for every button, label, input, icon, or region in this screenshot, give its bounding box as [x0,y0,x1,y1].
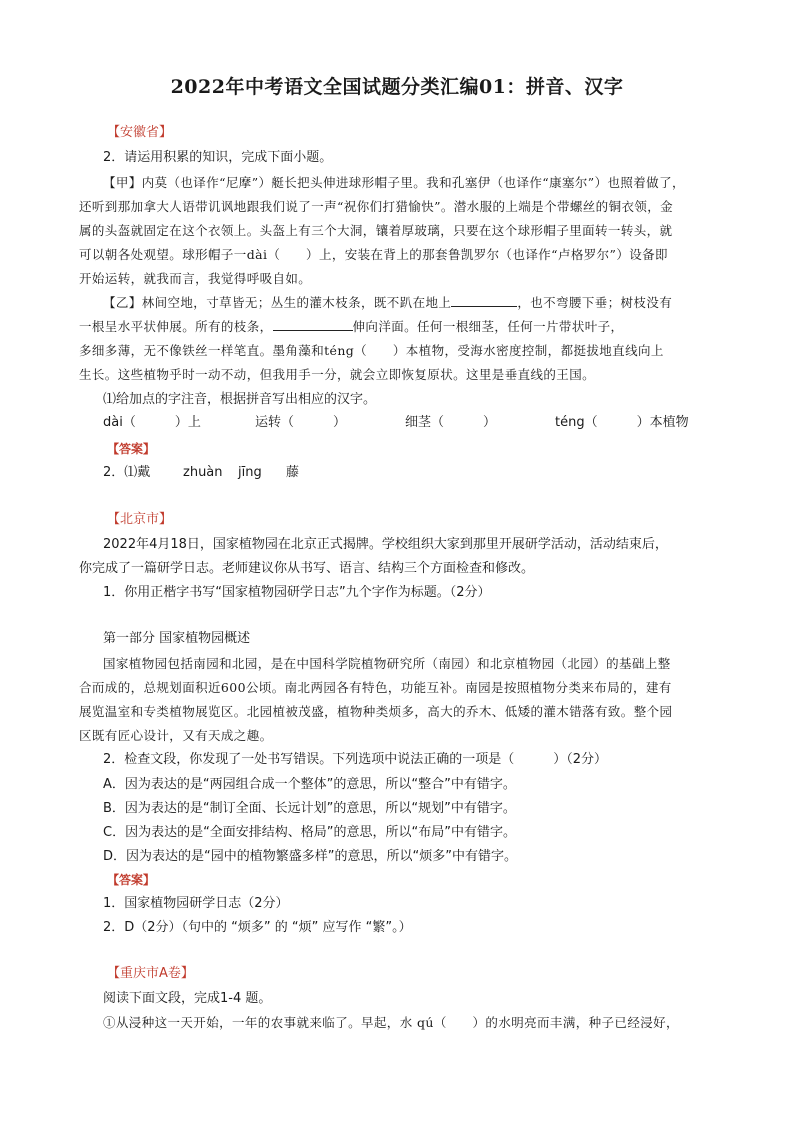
passage-text: ，也不弯腰下垂；树枝没有 [517,295,673,310]
passage-line [79,318,679,336]
page-title: 2022年中考语文全国试题分类汇编01：拼音、汉字 [170,76,624,98]
blank-item[interactable]: téng（ ）本植物 [555,415,689,430]
sub-question: ⑴给加点的字注音，根据拼音写出相应的汉字。 [103,392,377,407]
answer-blank[interactable] [451,294,517,307]
answer-line: 2．D（2分）（句中的 “烦多” 的 “烦” 应写作 “繁”。） [103,920,412,935]
region-heading-anhui: 【安徽省】 [107,125,173,140]
passage-line: 区既有匠心设计，又有天成之趣。 [79,728,273,743]
answer-item: jīng [238,465,262,480]
blank-item[interactable]: 细茎（ ） [405,415,497,430]
question-2: 2．检查文段，你发现了一处书写错误。下列选项中说法正确的一项是（ ）（2分） [103,752,608,767]
passage-line: 开始运转，就我而言，我觉得呼吸自如。 [79,271,312,286]
passage-line: 多细多薄，无不像铁丝一样笔直。墨角藻和téng（ ）本植物，受海水密度控制，都挺拔地直线向上 [79,343,664,358]
intro-line: 阅读下面文段，完成1-4 题。 [103,991,272,1006]
passage-line: 属的头盔就固定在这个衣领上。头盔上有三个大洞，镶着厚玻璃，只要在这个球形帽子里面转一转头，就 [79,223,673,238]
question-1: 1．你用正楷字书写“国家植物园研学日志”九个字作为标题。（2分） [103,585,491,600]
answer-item: zhuàn [183,465,223,480]
answer-item: 2．⑴戴 [103,465,151,480]
passage-line: 合而成的，总规划面积近600公顷。南北两园各有特色，功能互补。南园是按照植物分类来布局的，建有 [79,680,672,695]
passage-line: 可以朝各处观望。球形帽子一dài（ ）上，安装在背上的那套鲁凯罗尔（也译作“卢格罗尔”）设备即 [79,247,668,262]
region-heading-chongqing: 【重庆市A卷】 [107,966,194,981]
answer-line [103,464,703,482]
passage-line: 【甲】内莫（也译作“尼摩”）艇长把头伸进球形帽子里。我和孔塞伊（也译作“康塞尔”）也照着做了， [103,175,685,190]
option-d[interactable]: D．因为表达的是“园中的植物繁盛多样”的意思，所以“烦多”中有错字。 [103,849,517,864]
passage-line [103,294,703,312]
intro-line: 你完成了一篇研学日志。老师建议你从书写、语言、结构三个方面检查和修改。 [79,561,535,576]
answer-heading: 【答案】 [107,873,156,887]
region-heading-beijing: 【北京市】 [107,512,173,527]
passage-line: 还听到那加拿大人语带讥讽地跟我们说了一声“祝你们打猎愉快”。潜水服的上端是个带螺丝的铜衣领，金 [79,199,674,214]
passage-text: 伸向洋面。任何一根细茎，任何一片带状叶子， [352,319,624,334]
passage-text: 一根呈水平状伸展。所有的枝条， [79,319,273,334]
passage-line: 展览温室和专类植物展览区。北园植被茂盛，植物种类烦多，高大的乔木、低矮的灌木错落有致。整个园 [79,704,673,719]
blank-item[interactable]: 运转（ ） [255,415,347,430]
answer-line: 1．国家植物园研学日志（2分） [103,896,289,911]
passage-line: 生长。这些植物乎时一动不动，但我用手一分，就会立即恢复原状。这里是垂直线的王国。 [79,367,596,382]
answer-heading: 【答案】 [107,442,156,456]
passage-line: 国家植物园包括南园和北园，是在中国科学院植物研究所（南园）和北京植物园（北园）的基础上整 [103,656,671,671]
option-c[interactable]: C．因为表达的是“全面安排结构、格局”的意思，所以“布局”中有错字。 [103,825,517,840]
intro-line: 2022年4月18日，国家植物园在北京正式揭牌。学校组织大家到那里开展研学活动，活动结束后， [103,537,668,552]
option-b[interactable]: B．因为表达的是“制订全面、长远计划”的意思，所以“规划”中有错字。 [103,801,516,816]
question-intro: 2．请运用积累的知识，完成下面小题。 [103,150,333,165]
answer-item: 藤 [286,465,300,480]
pinyin-blank-row [103,414,723,432]
part-heading: 第一部分 国家植物园概述 [103,631,251,646]
passage-text: 【乙】林间空地，寸草皆无；丛生的灌木枝条，既不趴在地上 [103,295,452,310]
passage-line: ①从浸种这一天开始，一年的农事就来临了。早起，水 qú（ ）的水明亮而丰满，种子已经浸好， [103,1015,679,1030]
answer-blank[interactable] [273,318,353,331]
option-a[interactable]: A．因为表达的是“两园组合成一个整体”的意思，所以“整合”中有错字。 [103,777,516,792]
blank-item[interactable]: dài（ ）上 [103,415,201,430]
